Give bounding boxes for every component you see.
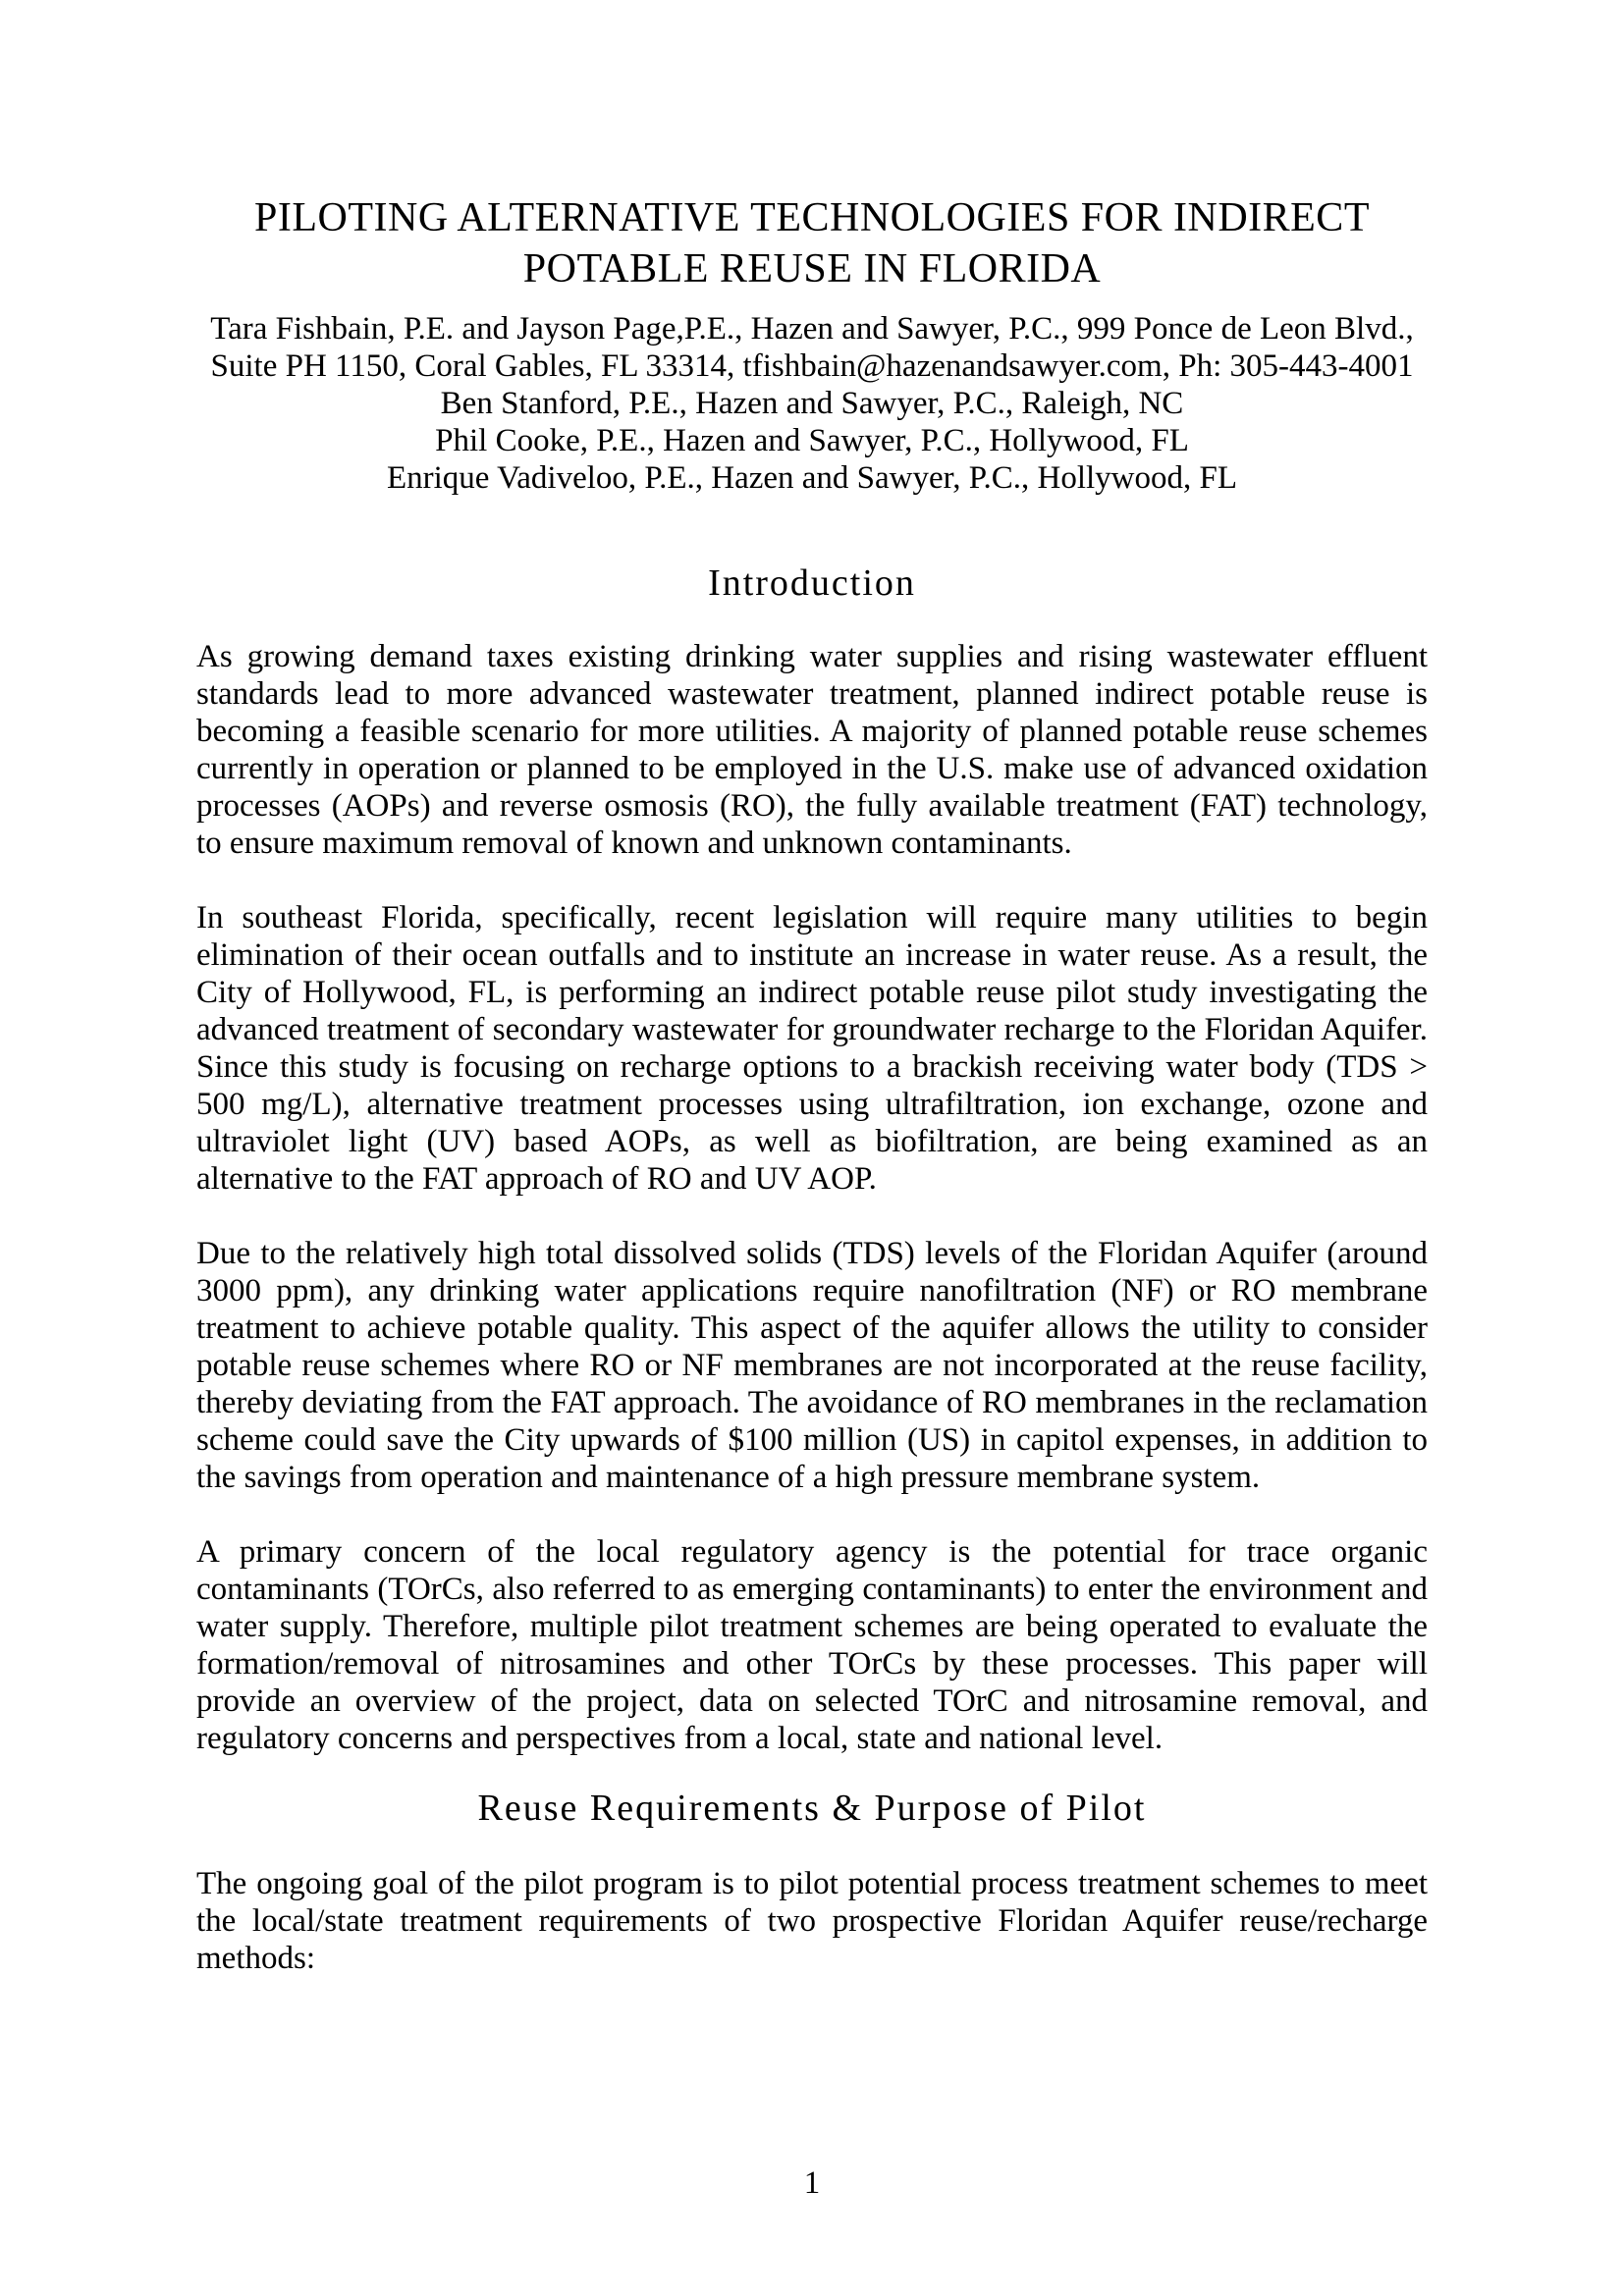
introduction-paragraphs — [196, 638, 1428, 1757]
author-block — [196, 310, 1428, 497]
body-paragraph: As growing demand taxes existing drinking water supplies and rising wastewater effluent standards lead to more advanced wastewater treatment, planned indirect potable reuse is becoming a feasible scenario for more utilities. A majority of planned potable reuse schemes currently in operation or planned to be employed in the U.S. make use of advanced oxidation processes (AOPs) and reverse osmosis (RO), the fully available treatment (FAT) technology, to ensure maximum removal of known and unknown contaminants. — [196, 639, 1428, 861]
reuse-requirements-paragraphs — [196, 1865, 1428, 1977]
body-paragraph: A primary concern of the local regulatory agency is the potential for trace organic contaminants (TOrCs, also referred to as emerging contaminants) to enter the environment and water supply. Therefore, multiple pilot treatment schemes are being operated to evaluate the formation/removal of nitrosamines and other TOrCs by these processes. This paper will provide an overview of the project, data on selected TOrC and nitrosamine removal, and regulatory concerns and perspectives from a local, state and national level. — [196, 1534, 1428, 1756]
body-paragraph: The ongoing goal of the pilot program is to pilot potential process treatment schemes to meet the local/state treatment requirements of two prospective Floridan Aquifer reuse/recharge methods: — [196, 1866, 1428, 1976]
body-paragraph: In southeast Florida, specifically, recent legislation will require many utilities to begin elimination of their ocean outfalls and to institute an increase in water reuse. As a result, the City of Hollywood, FL, is performing an indirect potable reuse pilot study investigating the advanced treatment of secondary wastewater for groundwater recharge to the Floridan Aquifer. Since this study is focusing on recharge options to a brackish receiving water body (TDS > 500 mg/L), alternative treatment processes using ultrafiltration, ion exchange, ozone and ultraviolet light (UV) based AOPs, as well as biofiltration, are being examined as an alternative to the FAT approach of RO and UV AOP. — [196, 900, 1428, 1197]
author-line: Ben Stanford, P.E., Hazen and Sawyer, P.C., Raleigh, NC — [440, 386, 1184, 421]
section-heading-reuse-requirements: Reuse Requirements & Purpose of Pilot — [477, 1788, 1147, 1829]
page-number: 1 — [803, 2165, 821, 2201]
page-content — [196, 0, 1428, 1977]
author-line: Enrique Vadiveloo, P.E., Hazen and Sawyer, P.C., Hollywood, FL — [386, 460, 1238, 496]
paper-title: PILOTING ALTERNATIVE TECHNOLOGIES FOR INDIRECT POTABLE REUSE IN FLORIDA — [254, 195, 1370, 292]
author-line: Phil Cooke, P.E., Hazen and Sawyer, P.C., Hollywood, FL — [435, 423, 1189, 458]
section-heading-introduction: Introduction — [708, 562, 916, 604]
body-paragraph: Due to the relatively high total dissolved solids (TDS) levels of the Floridan Aquifer (around 3000 ppm), any drinking water applications require nanofiltration (NF) or RO membrane treatment to achieve potable quality. This aspect of the aquifer allows the utility to consider potable reuse schemes where RO or NF membranes are not incorporated at the reuse facility, thereby deviating from the FAT approach. The avoidance of RO membranes in the reclamation scheme could save the City upwards of $100 million (US) in capitol expenses, in addition to the savings from operation and maintenance of a high pressure membrane system. — [196, 1236, 1428, 1495]
author-line: Tara Fishbain, P.E. and Jayson Page,P.E., Hazen and Sawyer, P.C., 999 Ponce de Leon Blvd., Suite PH 1150, Coral Gables, FL 33314, tfishbain@hazenandsawyer.com, Ph: 305-443-4001 — [210, 311, 1414, 384]
